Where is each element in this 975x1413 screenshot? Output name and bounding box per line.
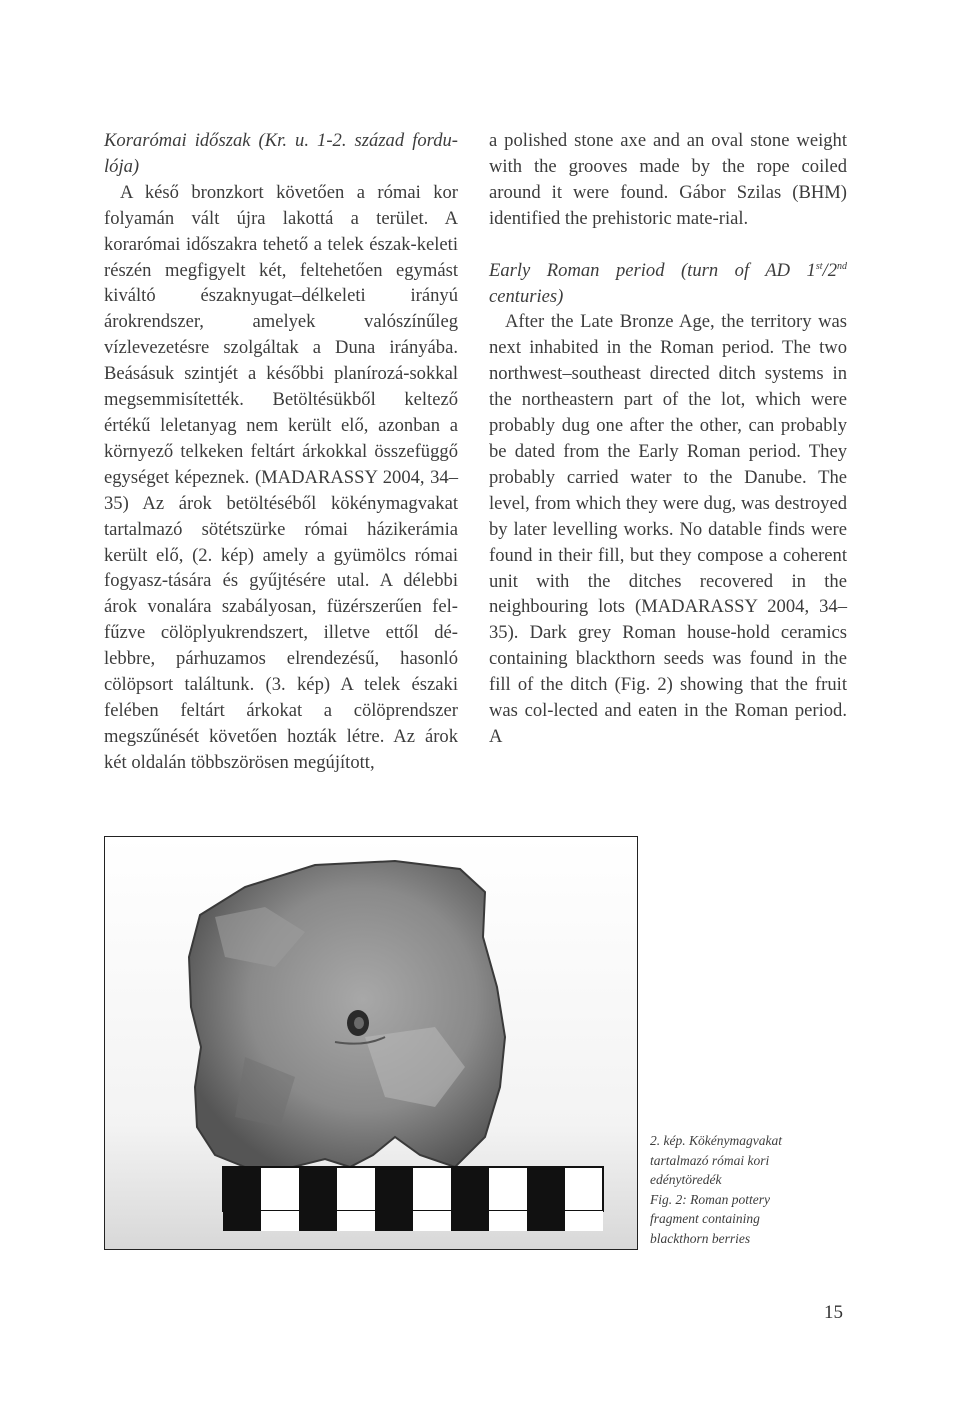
- section-heading-en: Early Roman period (turn of AD 1st/2nd centuries): [489, 259, 847, 307]
- body-text-en: After the Late Bronze Age, the territory was next inhabited in the Roman period. The two northwest–southeast directed ditch systems in the northeastern part of the lot, which were probably dug one after the other, can probably be dated from the Early Roman period. They probably carried water to the Danube. The level, from which they were dug, was destroyed by later levelling works. No datable finds were found in their fill, but they compose a coherent unit with the ditches recovered in the neighbouring lots (MADARASSY 2004, 34–35). Dark grey Roman house-hold ceramics containing blackthorn seeds was found in the fill of the ditch (Fig. 2) showing that the fruit was col-lected and eaten in the Roman period. A: [489, 311, 847, 747]
- left-column: [104, 128, 458, 776]
- right-column: [489, 128, 847, 750]
- body-text-hu: A késő bronzkort követően a római kor folyamán vált újra lakottá a terület. A korarómai időszakra tehető a telek észak-keleti részén megfigyelt két, feltehetően egymást kiváltó északnyugat–délkeleti irányú árokrendszer, amelyek valószínűleg vízlevezetésre szolgáltak a Duna irányába. Beásásuk szintjét a későbbi planírozá-sokkal megsemmisítették. Betöltésükből keltező értékű leletanyag nem került elő, azonban a környező telkeken feltárt árkokkal összefüggő egységet képeznek. (MADARASSY 2004, 34–35) Az árok betöltéséből kökénymagvakat tartalmazó sötétszürke római házikerámia került elő, (2. kép) amely a gyümölcs római fogyasz-tására és gyűjtésére utal. A délebbi árok vonalára szabályosan, füzérszerűen fel-fűzve cölöplyukrendszert, illetve ettől dé-lebbre, párhuzamos elrendezésű, hasonló cölöpsort találtunk. (3. kép) A telek északi felében feltárt árkokat a cölöprendszer megszűnését követően hozták létre. Az árok két oldalán többszörösen megújított,: [104, 181, 458, 773]
- caption-hu-line: 2. kép. Kökénymagvakat: [650, 1133, 782, 1148]
- caption-en-line: blackthorn berries: [650, 1230, 751, 1246]
- caption-en-line: fragment containing: [650, 1211, 760, 1226]
- figure-photo: [104, 836, 638, 1250]
- scale-bar: [223, 1167, 603, 1231]
- page-number: 15: [824, 1302, 843, 1323]
- caption-hu-line: tartalmazó római kori: [650, 1152, 770, 1168]
- caption-hu-line: edénytöredék: [650, 1172, 722, 1187]
- figure-caption: [650, 1131, 850, 1248]
- caption-en-line: Fig. 2: Roman pottery: [650, 1191, 770, 1207]
- shard-shape: [189, 861, 505, 1169]
- pottery-fragment-photo: [105, 837, 637, 1249]
- body-text-en-intro: a polished stone axe and an oval stone weight with the grooves made by the rope coiled around it were found. Gábor Szilas (BHM) identified the prehistoric mate-rial.: [489, 130, 847, 229]
- section-heading-hu: Korarómai időszak (Kr. u. 1-2. század fordu-lója): [104, 130, 458, 177]
